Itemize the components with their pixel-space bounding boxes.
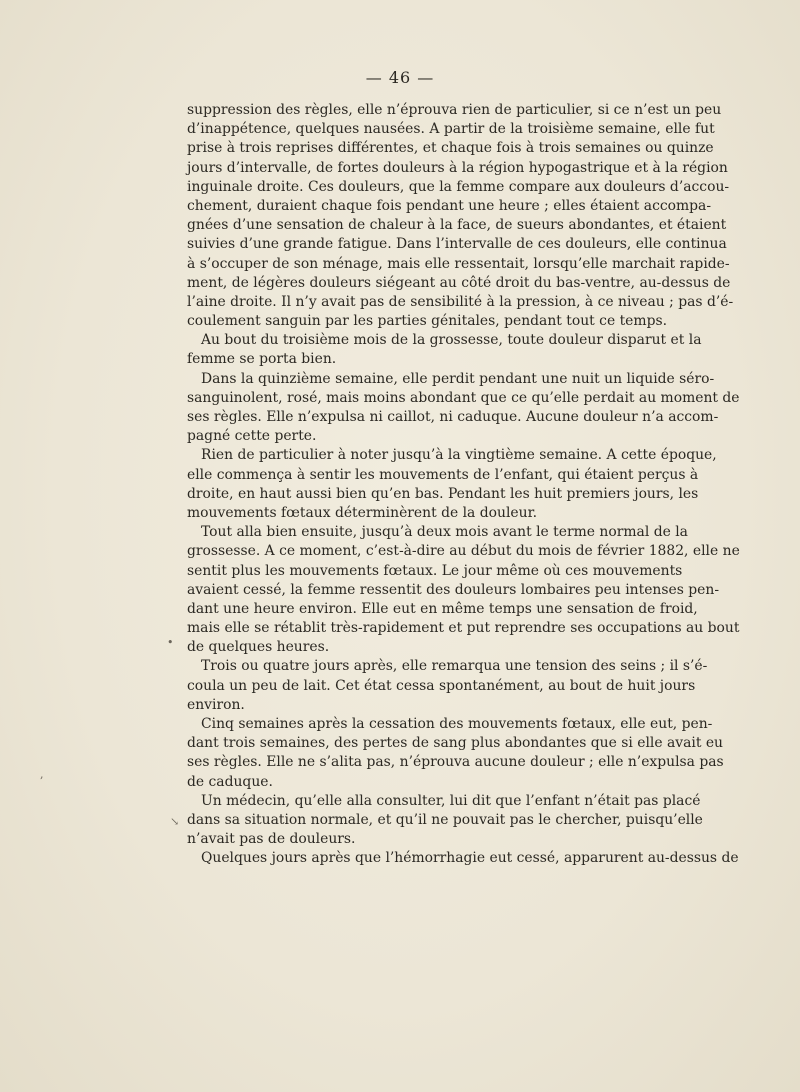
text-line: jours d’intervalle, de fortes douleurs à la région hypogastrique et à la région <box>187 159 728 176</box>
text-line: ses règles. Elle n’expulsa ni caillot, ni caduque. Aucune douleur n’a accom- <box>187 409 719 425</box>
text-line: grossesse. A ce moment, c’est-à-dire au début du mois de février 1882, elle ne <box>187 543 740 560</box>
margin-speck: ↘ <box>170 815 180 828</box>
text-line: d’inappétence, quelques nausées. A partir de la troisième semaine, elle fut <box>187 121 715 138</box>
text-line: Quelques jours après que l’hémorrhagie eut cessé, apparurent au-dessus de <box>201 850 739 867</box>
paragraph <box>187 792 703 850</box>
text-line: sanguinolent, rosé, mais moins abondant que ce qu’elle perdait au moment de <box>187 389 740 406</box>
text-line: de caduque. <box>187 773 273 790</box>
text-line: inguinale droite. Ces douleurs, que la femme compare aux douleurs d’accou- <box>187 178 730 195</box>
text-line: de quelques heures. <box>187 639 330 656</box>
text-line: Tout alla bien ensuite, jusqu’à deux mois avant le terme normal de la <box>201 524 688 541</box>
text-line: femme se porta bien. <box>187 351 337 368</box>
text-line: ment, de légères douleurs siégeant au côté droit du bas-ventre, au-dessus de <box>187 274 731 291</box>
text-line: dant une heure environ. Elle eut en même temps une sensation de froid, <box>187 600 698 617</box>
text-line: pagné cette perte. <box>187 428 317 445</box>
text-line: Trois ou quatre jours après, elle remarqua une tension des seins ; il s’é- <box>201 658 708 675</box>
paragraph <box>187 523 740 657</box>
text-line: suivies d’une grande fatigue. Dans l’intervalle de ces douleurs, elle continua <box>187 236 727 253</box>
text-line: avaient cessé, la femme ressentit des douleurs lombaires peu intenses pen- <box>187 581 720 598</box>
paragraph <box>187 370 740 447</box>
text-line: ses règles. Elle ne s’alita pas, n’éprouva aucune douleur ; elle n’expulsa pas <box>187 754 724 771</box>
text-line: Au bout du troisième mois de la grossesse, toute douleur disparut et la <box>201 332 702 349</box>
text-line: l’aine droite. Il n’y avait pas de sensibilité à la pression, à ce niveau ; pas d’é- <box>187 293 734 310</box>
paragraph <box>187 446 717 523</box>
text-line: Un médecin, qu’elle alla consulter, lui dit que l’enfant n’était pas placé <box>201 792 701 809</box>
text-line: n’avait pas de douleurs. <box>187 831 356 848</box>
text-line: Cinq semaines après la cessation des mouvements fœtaux, elle eut, pen- <box>201 716 713 732</box>
text-line: environ. <box>187 696 245 713</box>
paragraph <box>187 657 708 715</box>
text-line: elle commença à sentir les mouvements de l’enfant, qui étaient perçus à <box>187 466 699 483</box>
text-line: Dans la quinzième semaine, elle perdit pendant une nuit un liquide séro- <box>201 370 715 387</box>
page-number: — 46 — <box>365 68 435 87</box>
text-line: droite, en haut aussi bien qu’en bas. Pendant les huit premiers jours, les <box>187 485 699 502</box>
paragraph <box>187 849 739 868</box>
text-line: chement, duraient chaque fois pendant une heure ; elles étaient accompa- <box>187 197 712 214</box>
margin-speck: • <box>167 636 174 649</box>
text-line: mais elle se rétablit très-rapidement et put reprendre ses occupations au bout <box>187 620 740 637</box>
text-line: mouvements fœtaux déterminèrent de la douleur. <box>187 504 538 521</box>
text-line: dant trois semaines, des pertes de sang plus abondantes que si elle avait eu <box>187 735 723 752</box>
paragraph <box>187 101 734 331</box>
text-line: à s’occuper de son ménage, mais elle ressentait, lorsqu’elle marchait rapide- <box>187 255 730 272</box>
text-line: suppression des règles, elle n’éprouva rien de particulier, si ce n’est un peu <box>187 102 722 118</box>
text-line: coula un peu de lait. Cet état cessa spontanément, au bout de huit jours <box>187 677 696 694</box>
text-line: gnées d’une sensation de chaleur à la face, de sueurs abondantes, et étaient <box>187 217 727 234</box>
text-line: sentit plus les mouvements fœtaux. Le jour même où ces mouvements <box>187 562 683 579</box>
margin-speck: , <box>40 768 44 781</box>
text-line: prise à trois reprises différentes, et chaque fois à trois semaines ou quinze <box>187 140 714 157</box>
body-text <box>187 101 740 869</box>
text-line: Rien de particulier à noter jusqu’à la vingtième semaine. A cette époque, <box>201 447 717 464</box>
text-line: dans sa situation normale, et qu’il ne pouvait pas le chercher, puisqu’elle <box>187 811 703 828</box>
paragraph <box>187 715 724 792</box>
paragraph <box>187 331 702 369</box>
text-line: coulement sanguin par les parties génitales, pendant tout ce temps. <box>187 313 668 330</box>
